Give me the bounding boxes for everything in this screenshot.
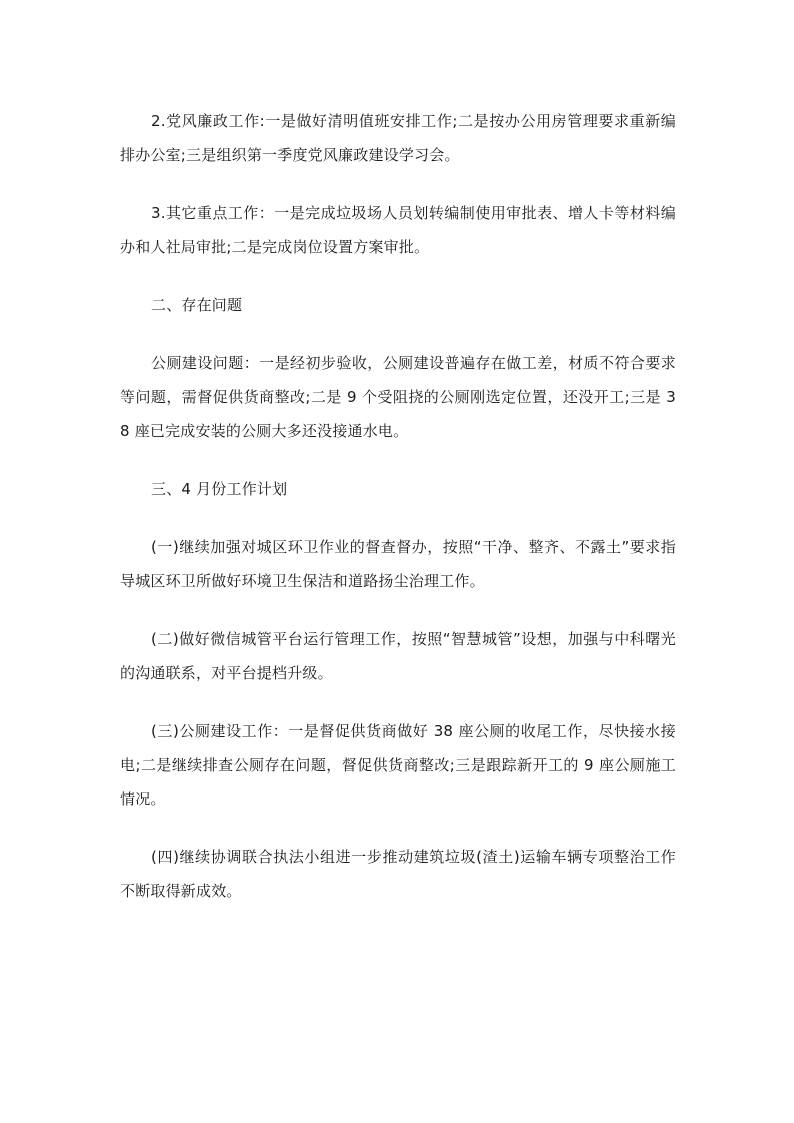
plan-item-3: (三)公厕建设工作：一是督促供货商做好 38 座公厕的收尾工作，尽快接水接电;二是继续排查公厕存在问题，督促供货商整改;三是跟踪新开工的 9 座公厕施工情况。 (120, 722, 676, 808)
document-body (120, 104, 676, 932)
section-heading-problems: 二、存在问题 (151, 296, 243, 314)
paragraph-toilet-problems: 公厕建设问题：一是经初步验收，公厕建设普遍存在做工差，材质不符合要求等问题，需督促供货商整改;二是 9 个受阻挠的公厕刚选定位置，还没开工;三是 38 座已完成安装的公厕大多还没接通水电。 (120, 354, 676, 440)
paragraph-other-work: 3.其它重点工作：一是完成垃圾场人员划转编制使用审批表、增人卡等材料编办和人社局审批;二是完成岗位设置方案审批。 (120, 204, 676, 256)
plan-item-4: (四)继续协调联合执法小组进一步推动建筑垃圾(渣土)运输车辆专项整治工作不断取得新成效。 (120, 848, 676, 900)
section-heading-april-plan: 三、4 月份工作计划 (151, 480, 288, 498)
paragraph-party-work: 2.党风廉政工作:一是做好清明值班安排工作;二是按办公用房管理要求重新编排办公室;三是组织第一季度党风廉政建设学习会。 (120, 112, 676, 164)
plan-item-1: (一)继续加强对城区环卫作业的督查督办，按照“干净、整齐、不露土”要求指导城区环卫所做好环境卫生保洁和道路扬尘治理工作。 (120, 538, 676, 590)
plan-item-2: (二)做好微信城管平台运行管理工作，按照“智慧城管”设想，加强与中科曙光的沟通联系，对平台提档升级。 (120, 630, 676, 682)
